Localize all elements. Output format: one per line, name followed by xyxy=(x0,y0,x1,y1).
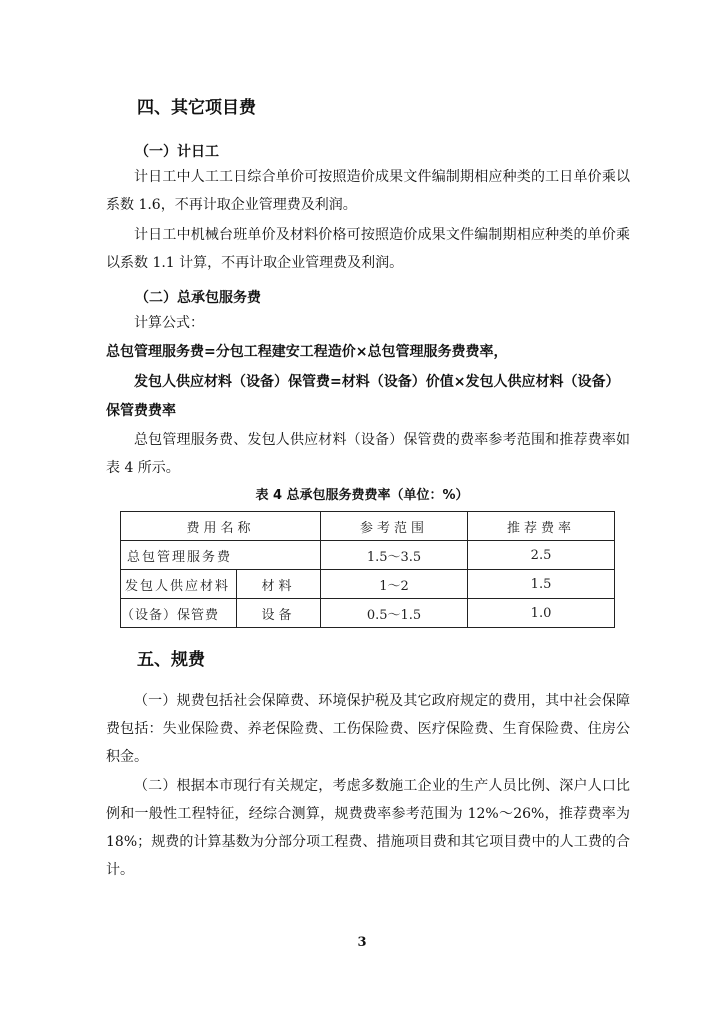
day-work-paragraph-1: 计日工中人工工日综合单价可按照造价成果文件编制期相应种类的工日单价乘以系数 1.6，不再计取企业管理费及利润。 xyxy=(106,169,630,213)
material-rate: 1.5 xyxy=(468,570,615,599)
custody-fee-name-line-1: 发包人供应材料 xyxy=(121,570,237,599)
header-fee-name: 费用名称 xyxy=(121,512,321,541)
equipment-rate: 1.0 xyxy=(468,599,615,628)
day-work-heading: （一）计日工 xyxy=(135,144,219,160)
contract-fee-heading: （二）总承包服务费 xyxy=(135,290,261,306)
equipment-range: 0.5～1.5 xyxy=(321,599,468,628)
fees-paragraph-2: （二）根据本市现行有关规定，考虑多数施工企业的生产人员比例、深户人口比例和一般性工程特征，经综合测算，规费费率参考范围为 12%～26%，推荐费率为 18%；规费的计算基数为分部分项工程费、措施项目费和其它项目费中的人工费的合计。 xyxy=(106,778,630,878)
management-fee-name: 总包管理服务费 xyxy=(121,541,321,570)
table-row xyxy=(121,541,615,570)
header-recommended-rate: 推荐费率 xyxy=(468,512,615,541)
formula-label: 计算公式： xyxy=(134,315,204,331)
table-reference-note: 总包管理服务费、发包人供应材料（设备）保管费的费率参考范围和推荐费率如表 4 所示。 xyxy=(106,432,630,476)
day-work-paragraph-2: 计日工中机械台班单价及材料价格可按照造价成果文件编制期相应种类的单价乘以系数 1.1 计算，不再计取企业管理费及利润。 xyxy=(106,227,630,271)
formula-custody-fee: 发包人供应材料（设备）保管费=材料（设备）价值×发包人供应材料（设备）保管费费率 xyxy=(106,374,620,419)
material-range: 1～2 xyxy=(321,570,468,599)
equipment-label: 设备 xyxy=(237,599,321,628)
formula-management-fee: 总包管理服务费=分包工程建安工程造价×总包管理服务费费率， xyxy=(106,344,508,360)
section-5-heading: 五、规费 xyxy=(137,650,205,670)
section-4-heading: 四、其它项目费 xyxy=(137,98,256,118)
custody-fee-name-line-2: （设备）保管费 xyxy=(121,599,237,628)
table-4-caption: 表 4 总承包服务费费率（单位：%） xyxy=(255,488,469,503)
table-header-row xyxy=(121,512,615,541)
material-label: 材料 xyxy=(237,570,321,599)
contract-service-fee-table xyxy=(120,511,615,628)
fees-paragraph-1: （一）规费包括社会保障费、环境保护税及其它政府规定的费用，其中社会保障费包括：失业保险费、养老保险费、工伤保险费、医疗保险费、生育保险费、住房公积金。 xyxy=(106,693,630,765)
page-number: 3 xyxy=(357,935,367,950)
header-reference-range: 参考范围 xyxy=(321,512,468,541)
management-fee-range: 1.5～3.5 xyxy=(321,541,468,570)
table-row xyxy=(121,599,615,628)
table-row xyxy=(121,570,615,599)
management-fee-rate: 2.5 xyxy=(468,541,615,570)
